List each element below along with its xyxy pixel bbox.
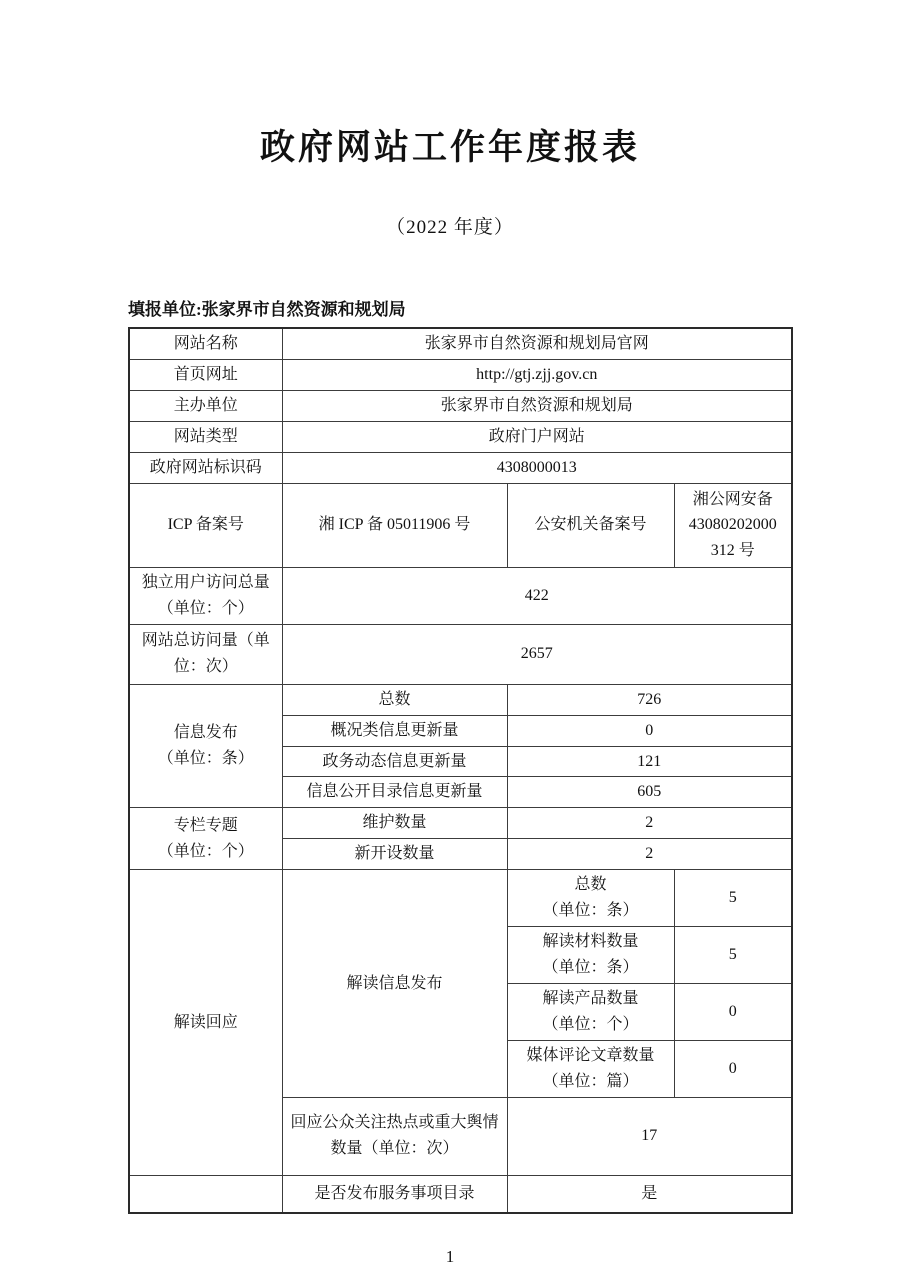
hotspot-value: 17 [507, 1097, 792, 1175]
topic-new-label: 新开设数量 [282, 839, 507, 870]
info-overview-value: 0 [507, 715, 792, 746]
table-row-total-visits [129, 624, 792, 684]
info-publish-unit: （单位：条） [157, 750, 254, 768]
table-row-info-total [129, 684, 792, 715]
interp-product-unit: （单位：个） [542, 1015, 639, 1033]
unique-visitors-label: 独立用户访问总量（单位：个） [129, 567, 282, 624]
reporting-unit-name: 张家界市自然资源和规划局 [201, 300, 406, 319]
table-row-host-unit [129, 390, 792, 421]
info-dynamic-label: 政务动态信息更新量 [282, 746, 507, 777]
host-unit-value: 张家界市自然资源和规划局 [282, 390, 792, 421]
table-row-interp-total [129, 870, 792, 927]
total-visits-label: 网站总访问量（单位：次） [129, 624, 282, 684]
table-row-unique-visitors [129, 567, 792, 624]
total-visits-value: 2657 [282, 624, 792, 684]
info-publish-section-label [129, 684, 282, 808]
host-unit-label: 主办单位 [129, 390, 282, 421]
interp-product-label-text: 解读产品数量 [542, 989, 639, 1007]
security-filing-label: 公安机关备案号 [507, 483, 674, 567]
info-total-label: 总数 [282, 684, 507, 715]
security-filing-number: 湘公网安备 43080202000 312 号 [674, 483, 792, 567]
hotspot-label: 回应公众关注热点或重大舆情数量（单位：次） [282, 1097, 507, 1175]
table-row-topic-maintained [129, 808, 792, 839]
interp-product-value: 0 [674, 983, 792, 1040]
page-subtitle: （2022 年度） [386, 217, 514, 238]
service-directory-label: 是否发布服务事项目录 [282, 1175, 507, 1213]
info-directory-value: 605 [507, 777, 792, 808]
topic-new-value: 2 [507, 839, 792, 870]
interp-total-label-text: 总数 [574, 876, 607, 894]
service-section-empty-cell [129, 1175, 282, 1213]
interp-material-value: 5 [674, 927, 792, 984]
table-row-site-name [129, 328, 792, 359]
interp-total-unit: （单位：条） [542, 902, 639, 920]
site-name-value: 张家界市自然资源和规划局官网 [282, 328, 792, 359]
site-id-value: 4308000013 [282, 452, 792, 483]
interp-material-unit: （单位：条） [542, 959, 639, 977]
table-row-site-id [129, 452, 792, 483]
interp-product-label [507, 983, 674, 1040]
special-topics-unit: （单位：个） [157, 842, 254, 860]
service-directory-value: 是 [507, 1175, 792, 1213]
homepage-url-label: 首页网址 [129, 359, 282, 390]
info-directory-label: 信息公开目录信息更新量 [282, 777, 507, 808]
interp-material-label-text: 解读材料数量 [542, 933, 639, 951]
table-row-filing [129, 483, 792, 567]
interp-media-label [507, 1040, 674, 1097]
page-title: 政府网站工作年度报表 [259, 128, 640, 167]
info-publish-label: 信息发布 [173, 724, 238, 742]
site-type-value: 政府门户网站 [282, 421, 792, 452]
icp-number: 湘 ICP 备 05011906 号 [282, 483, 507, 567]
unique-visitors-value: 422 [282, 567, 792, 624]
interp-total-value: 5 [674, 870, 792, 927]
table-row-service-directory [129, 1175, 792, 1213]
interp-media-unit: （单位：篇） [542, 1072, 639, 1090]
reporting-unit-line [128, 295, 900, 320]
info-total-value: 726 [507, 684, 792, 715]
special-topics-section-label [129, 808, 282, 870]
topic-maintained-label: 维护数量 [282, 808, 507, 839]
topic-maintained-value: 2 [507, 808, 792, 839]
interp-total-label [507, 870, 674, 927]
reporting-unit-label: 填报单位: [128, 300, 202, 319]
table-row-site-type [129, 421, 792, 452]
site-name-label: 网站名称 [129, 328, 282, 359]
info-overview-label: 概况类信息更新量 [282, 715, 507, 746]
interpretation-publish-label: 解读信息发布 [282, 870, 507, 1097]
info-dynamic-value: 121 [507, 746, 792, 777]
table-row-homepage-url [129, 359, 792, 390]
special-topics-label: 专栏专题 [173, 816, 238, 834]
interp-material-label [507, 927, 674, 984]
annual-report-table [128, 327, 793, 1214]
site-id-label: 政府网站标识码 [129, 452, 282, 483]
page-number: 1 [445, 1247, 455, 1267]
interp-media-value: 0 [674, 1040, 792, 1097]
interp-media-label-text: 媒体评论文章数量 [526, 1046, 655, 1064]
homepage-url-value: http://gtj.zjj.gov.cn [282, 359, 792, 390]
interpretation-section-label: 解读回应 [129, 870, 282, 1175]
site-type-label: 网站类型 [129, 421, 282, 452]
icp-label: ICP 备案号 [129, 483, 282, 567]
